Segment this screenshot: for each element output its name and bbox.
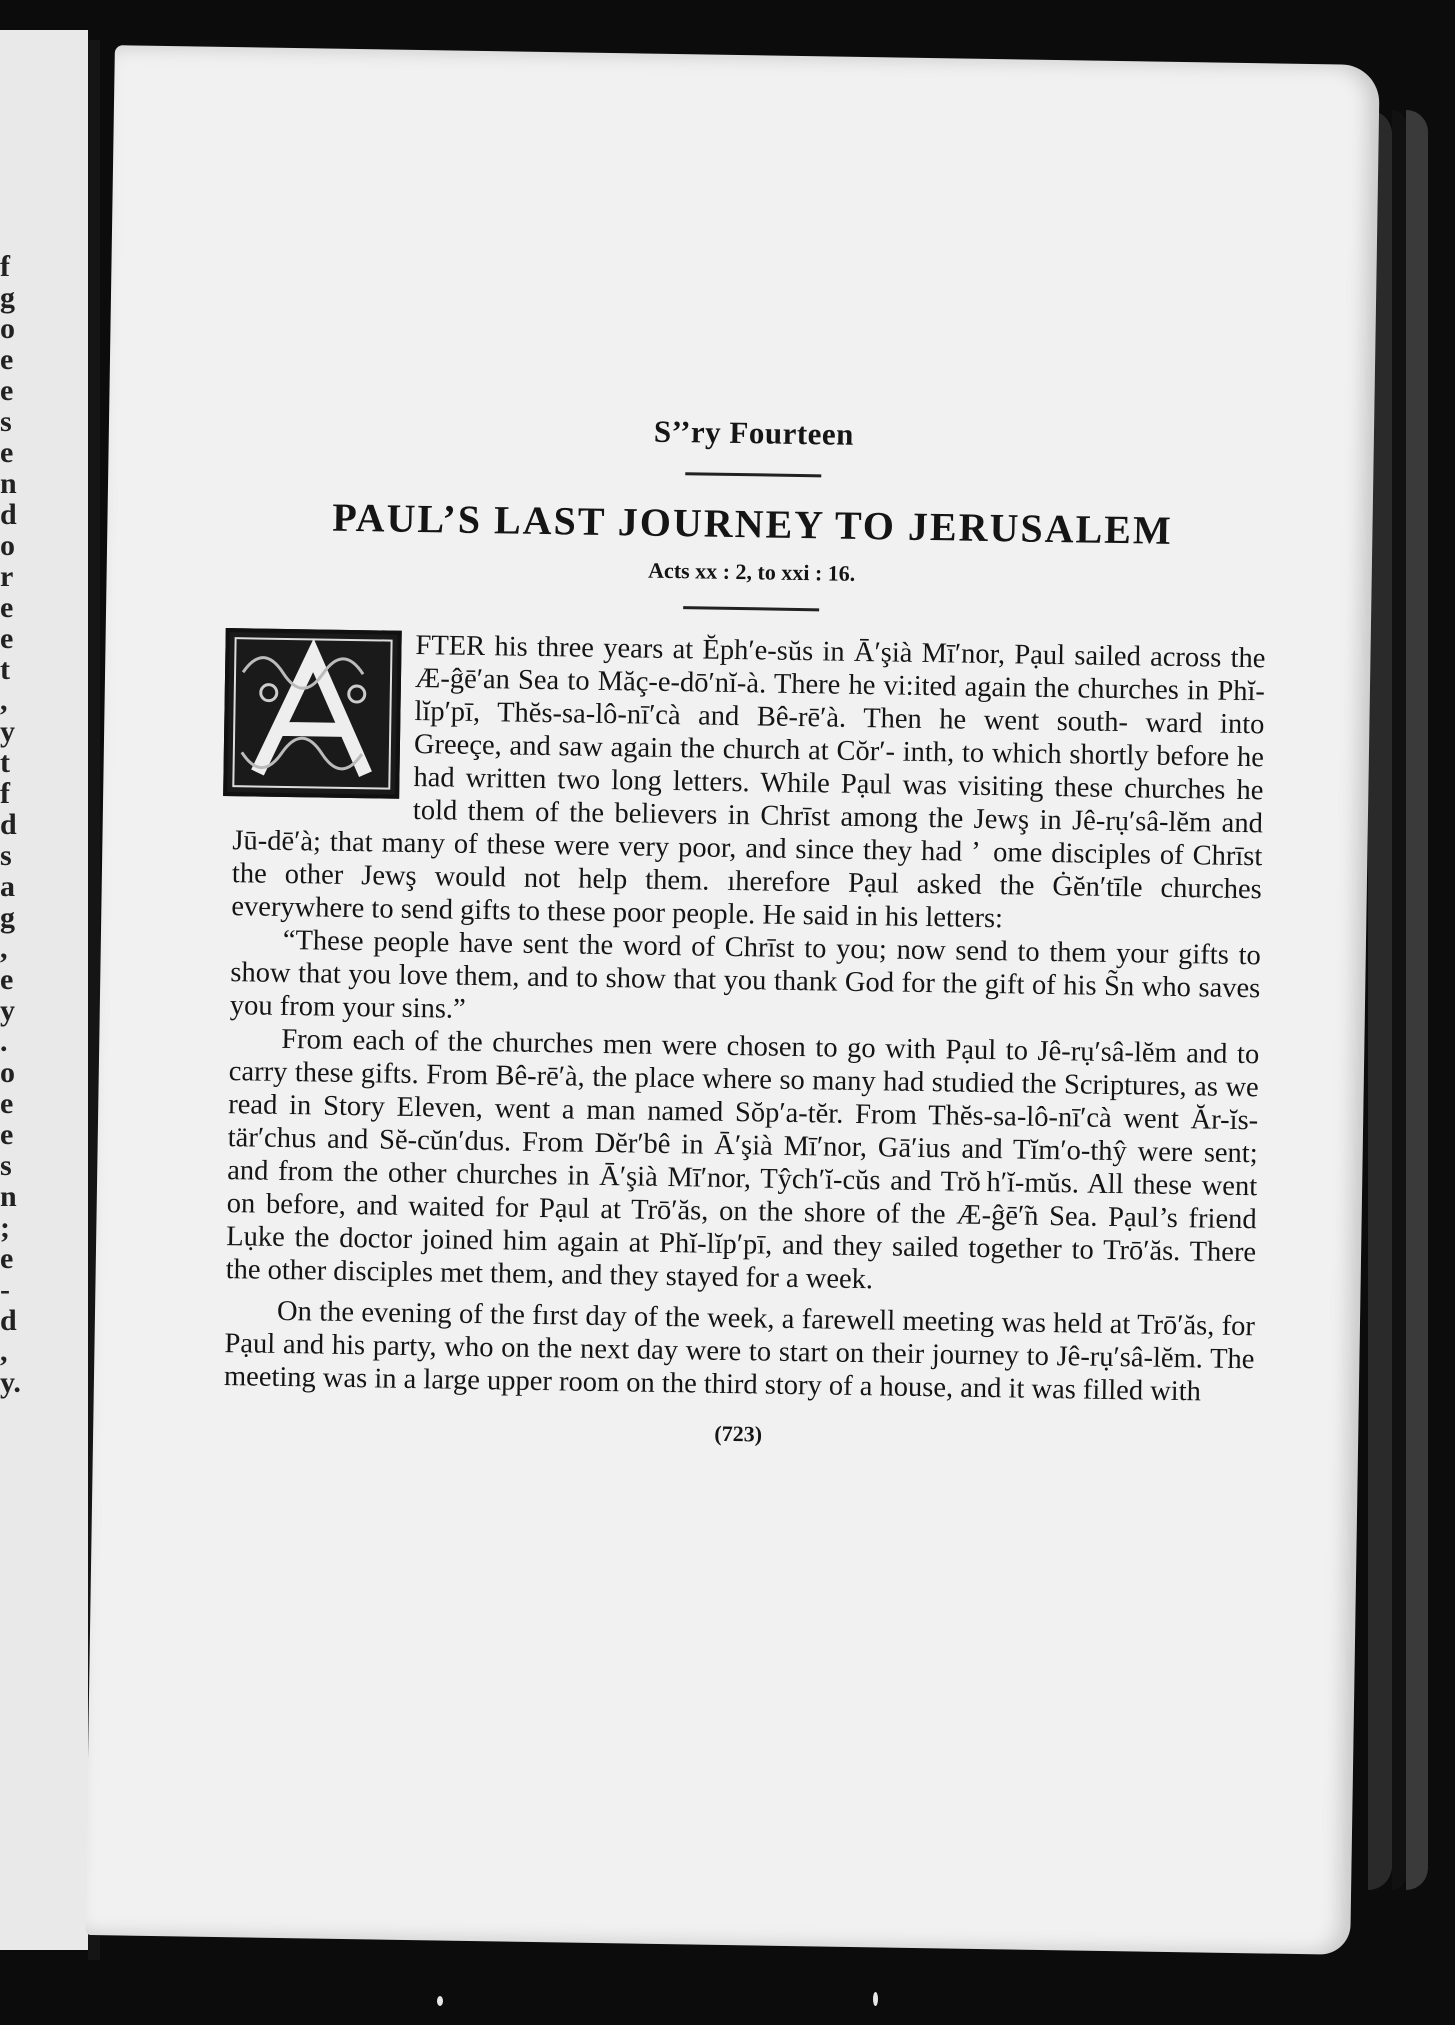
left-page-fragment: a — [0, 870, 15, 903]
left-page-fragment: o — [0, 1056, 15, 1089]
left-page-fragment: - — [0, 1273, 10, 1306]
left-page-fragment: y. — [0, 1366, 21, 1399]
page-content — [223, 407, 1269, 1455]
scan-speck — [437, 1996, 443, 2006]
book-page — [85, 45, 1380, 1955]
scan-speck — [873, 1992, 878, 2006]
left-page-fragment: s — [0, 1149, 12, 1182]
left-page-fragment: n — [0, 1180, 17, 1213]
paragraph-2: “These people have sent the word of Chrīst to you; now send to them your gifts to show that you love them, and to show that you thank God for the gift of his S̃n who saves you from your sins.” — [229, 924, 1262, 1025]
left-page-fragment: o — [0, 312, 15, 345]
left-page-fragment: t — [0, 653, 10, 686]
left-page-fragment: d — [0, 498, 17, 531]
left-page-fragment: d — [0, 1304, 17, 1337]
left-page-fragment: r — [0, 560, 14, 593]
paragraph-4: On the evening of the fırst day of the week, a farewell meeting was held at Trō′ăs, for Pạul and his party, who on the next day were to start on their journey to Jê-rụ′sâ-lĕm. The meeting was in a large upper room on the third story of a house, and it was filled with — [223, 1295, 1256, 1408]
left-page-fragment: e — [0, 343, 14, 376]
left-page-fragment: . — [0, 1025, 8, 1058]
left-page-fragment: s — [0, 405, 12, 438]
left-page-fragment: e — [0, 436, 14, 469]
left-page-fragment: d — [0, 808, 17, 841]
left-page-fragment: e — [0, 1087, 14, 1120]
book-cover-edge-outer — [1406, 110, 1428, 1890]
ornamental-dropcap-icon — [223, 628, 402, 799]
left-page-fragment: g — [0, 901, 15, 934]
heading-rule-bottom — [683, 606, 819, 611]
left-page-fragment: e — [0, 374, 14, 407]
left-page-fragment: e — [0, 622, 14, 655]
page-number: (723) — [714, 1420, 763, 1447]
left-page-fragment: n — [0, 467, 17, 500]
left-page-fragment: , — [0, 1335, 8, 1368]
left-page-fragment: y — [0, 715, 15, 748]
left-page-fragment: e — [0, 1118, 14, 1151]
paragraph-3: From each of the churches men were chosen to go with Pạul to Jê-rụ′sâ-lĕm and to carry these gifts. From Bê-rē′à, the place where so many had studied the Scriptures, as we read in Story Eleven, went a man named Sŏp′a-tĕr. From Thĕs-sa-lô-nī′cà went Ăr-ĭs-tär′chus and Sĕ-cŭn′dus. From Dĕr′bê in Ā′şià Mī′nor, Gā′ius and Tĭm′o-thŷ were sent; and from the other churches in Ā′şià Mī′nor, Tŷch′ĭ-cŭs and Trŏ h′ĭ-mŭs. All these went on before, and waited for Pạul at Trō′ăs, on the shore of the Æ-ĝē′̃n Sea. Pạul’s friend Lụke the doctor joined him again at Phĭ-lĭp′pī, and they sailed together to Trō′ăs. There the other disciples met them, and they stayed for a week. — [225, 1023, 1260, 1296]
left-page-fragment: e — [0, 963, 14, 996]
left-page-fragment: t — [0, 746, 10, 779]
left-page-fragment: e — [0, 1242, 14, 1275]
left-page-fragment: , — [0, 684, 8, 717]
story-title: PAUL’S LAST JOURNEY TO JERUSALEM — [331, 494, 1174, 553]
left-page-fragment: g — [0, 281, 15, 314]
paragraph-1: FTER his three years at Ĕph′e-sŭs in Ā′şià Mī′nor, Pạul sailed across the Æ-ĝē′an Sea to Măç-e-dō′nĭ-à. There he vi:ited again the churches in Phĭ-lĭp′pī, Thĕs-sa-lô-nī′cà and Bê-rē′à. Then he went south- ward into Greeçe, and saw again the church at Cŏr′- inth, to which shortly before he had written two long letters. While Pạul was visiting these churches he told them of the believers in Chrīst among the Jewş in Jê-rụ′sâ-lĕm and Jū-dē′à; that many of these were very poor, and since they had ’ ome disciples of Chrīst the other Jewş would not help them. ıherefore Pạul asked the Ġĕn′tīle churches everywhere to send gifts to these poor people. He said in his letters: — [231, 629, 1266, 935]
left-page-fragment: y — [0, 994, 15, 1027]
left-page-fragment: f — [0, 250, 10, 283]
heading-rule-top — [685, 472, 821, 477]
left-page-fragment: o — [0, 529, 15, 562]
story-label: S’’ry Fourteen — [653, 413, 855, 452]
left-page-fragment: ; — [0, 1211, 10, 1244]
previous-page-edge — [0, 30, 88, 1950]
book-cover-edge — [1392, 110, 1406, 1890]
left-page-fragment: e — [0, 591, 14, 624]
story-body — [224, 626, 1266, 1409]
left-page-fragment: , — [0, 932, 8, 965]
scripture-reference: Acts xx : 2, to xxi : 16. — [647, 557, 856, 586]
left-page-fragment: s — [0, 839, 12, 872]
left-page-fragment: f — [0, 777, 10, 810]
